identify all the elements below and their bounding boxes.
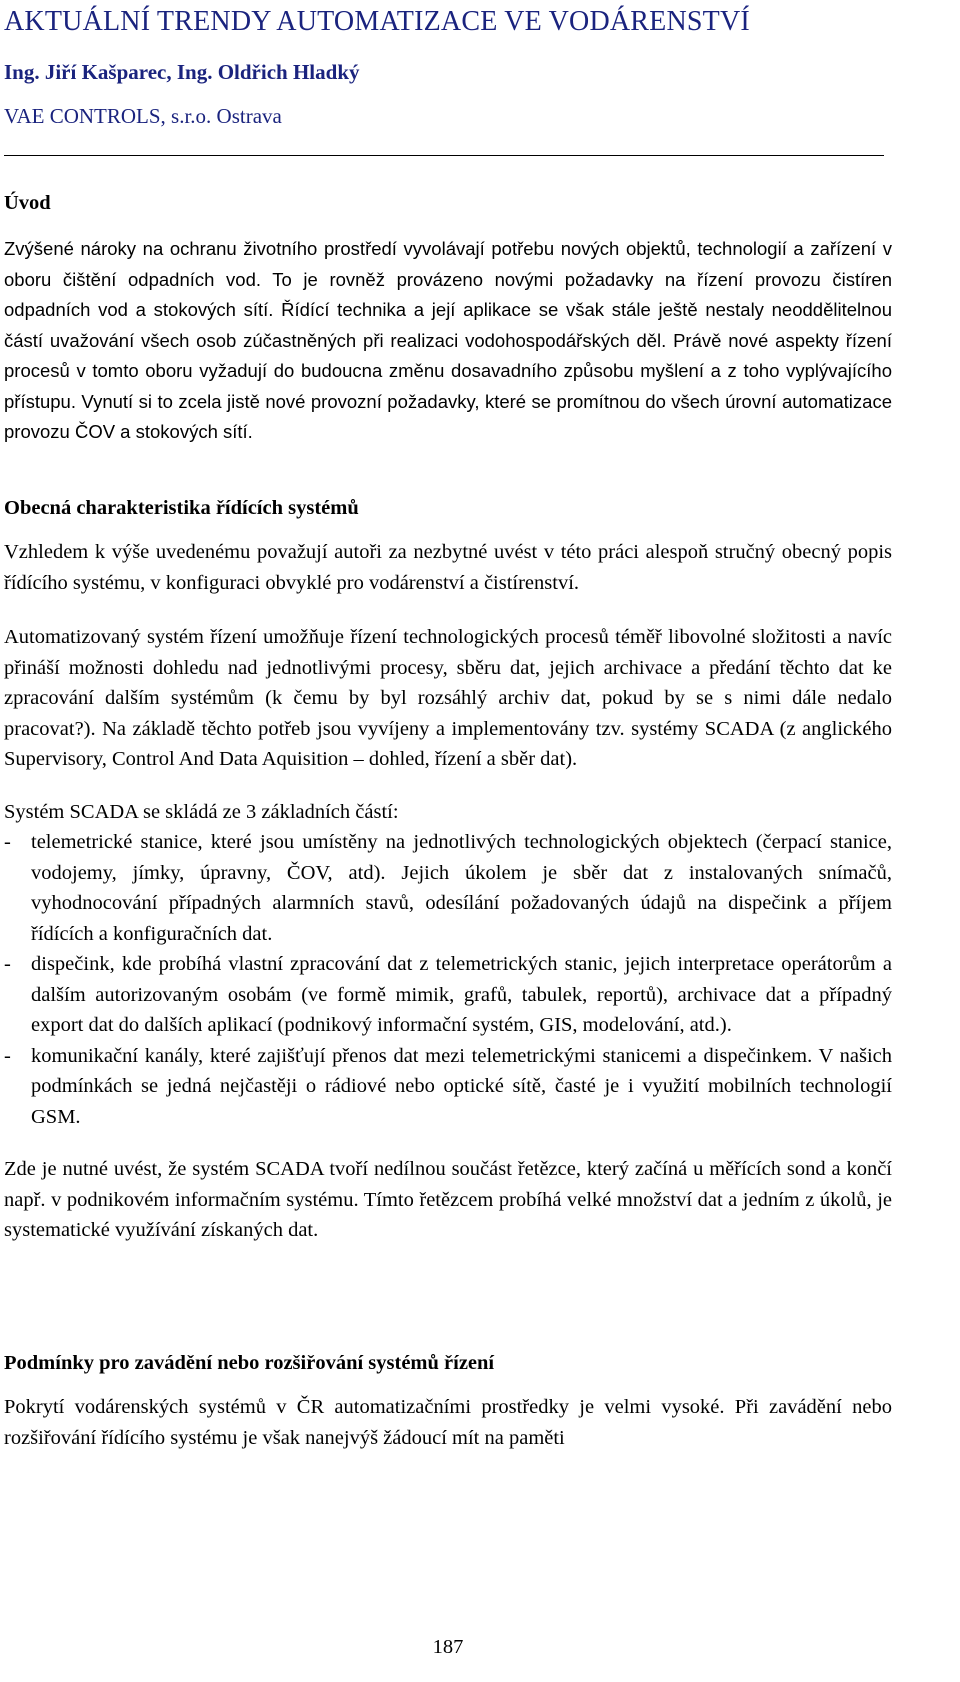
list-item-text: dispečink, kde probíhá vlastní zpracování dat z telemetrických stanic, jejich interpretace operátorům a dalším autorizovaným osobám (ve formě mimik, grafů, tabulek, reportů), archivace dat a případný export dat do dalších aplikací (podnikový informační systém, GIS, modelování, atd.). — [31, 953, 892, 1036]
conditions-heading: Podmínky pro zavádění nebo rozšiřování systémů řízení — [4, 1352, 495, 1374]
scada-parts-list — [4, 827, 892, 1132]
list-dash: - — [4, 1044, 11, 1067]
header-divider — [4, 155, 884, 156]
conditions-section — [4, 1346, 892, 1453]
scada-intro-paragraph: Systém SCADA se skládá ze 3 základních částí: — [4, 800, 399, 823]
intro-section — [4, 186, 892, 448]
intro-heading: Úvod — [4, 192, 51, 214]
intro-paragraph: Zvýšené nároky na ochranu životního prostředí vyvolávají potřebu nových objektů, technologií a zařízení v oboru čištění odpadních vod. To je rovněž provázeno novými požadavky na řízení provozu čistíren odpadních vod a stokových sítí. Řídící technika a její aplikace se však stále ještě nestaly neoddělitelnou částí uvažování všech osob zúčastněných při realizaci vodohospodářských děl. Právě nové aspekty řízení procesů v tomto oboru vyžadují do budoucna změnu dosavadního způsobu myšlení a z toho vyplývajícího přístupu. Vynutí si to zcela jistě nové provozní požadavky, které se promítnou do všech úrovní automatizace provozu ČOV a stokových sítí. — [4, 238, 892, 442]
page-number: 187 — [432, 1636, 464, 1658]
general-paragraph-2: Automatizovaný systém řízení umožňuje řízení technologických procesů téměř libovolné složitosti a navíc přináší možnosti dohledu nad jednotlivými procesy, sběru dat, jejich archivace a předání těchto dat ke zpracování dalším systémům (k čemu by byl rozsáhlý archiv dat, pokud by se s nimi dále nedalo pracovat?). Na základě těchto potřeb jsou vyvíjeny a implementovány tzv. systémy SCADA (z anglického Supervisory, Control And Data Aquisition – dohled, řízení a sběr dat). — [4, 626, 892, 770]
general-heading: Obecná charakteristika řídících systémů — [4, 497, 359, 519]
affiliation-line: VAE CONTROLS, s.r.o. Ostrava — [4, 104, 282, 128]
list-item — [4, 827, 892, 949]
list-item-text: telemetrické stanice, které jsou umístěny na jednotlivých technologických objektech (čerpací stanice, vodojemy, jímky, úpravny, ČOV, atd). Jejich úkolem je sběr dat z instalovaných snímačů, vyhodnocování případných alarmních stavů, odesílání požadovaných údajů na dispečink a příjem řídících a konfiguračních dat. — [31, 831, 892, 945]
general-paragraph-4: Zde je nutné uvést, že systém SCADA tvoří nedílnou součást řetězce, který začíná u měřících sond a končí např. v podnikovém informačním systému. Tímto řetězcem probíhá velké množství dat a jedním z úkolů, je systematické využívání získaných dat. — [4, 1158, 892, 1241]
document-title: AKTUÁLNÍ TRENDY AUTOMATIZACE VE VODÁRENSTVÍ — [4, 6, 750, 37]
general-paragraph-1: Vzhledem k výše uvedenému považují autoři za nezbytné uvést v této práci alespoň stručný obecný popis řídícího systému, v konfiguraci obvyklé pro vodárenství a čistírenství. — [4, 541, 892, 594]
list-item — [4, 949, 892, 1041]
list-item-text: komunikační kanály, které zajišťují přenos dat mezi telemetrickými stanicemi a dispečinkem. V našich podmínkách se jedná nejčastěji o rádiové nebo optické sítě, časté je i využití mobilních technologií GSM. — [31, 1044, 892, 1128]
list-dash: - — [4, 831, 11, 853]
list-dash: - — [4, 953, 11, 975]
authors-line: Ing. Jiří Kašparec, Ing. Oldřich Hladký — [4, 60, 360, 84]
general-section — [4, 491, 892, 1246]
conditions-paragraph: Pokrytí vodárenských systémů v ČR automatizačními prostředky je velmi vysoké. Při zavádění nebo rozšiřování řídícího systému je však nanejvýš žádoucí mít na paměti — [4, 1396, 892, 1449]
list-item — [4, 1041, 892, 1133]
